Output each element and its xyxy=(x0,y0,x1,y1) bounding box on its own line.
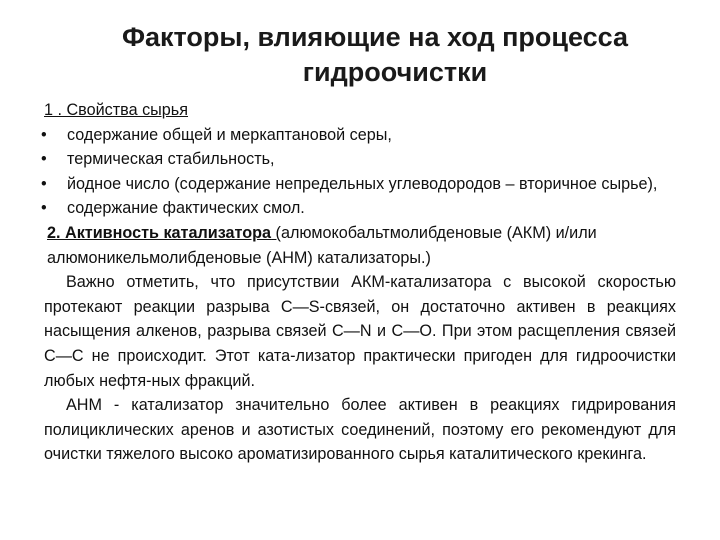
bullet-item: • содержание общей и меркаптановой серы, xyxy=(41,123,676,148)
section-2-text-part-2: алюмоникельмолибденовые (АНМ) катализаторы.) xyxy=(47,248,431,267)
bullet-item: • йодное число (содержание непредельных углеводородов – вторичное сырье), xyxy=(41,172,676,197)
section-1-heading: 1 . Свойства сырья xyxy=(44,101,189,119)
bullet-item: • содержание фактических смол. xyxy=(41,196,676,221)
section-2-heading: 2. Активность катализатора xyxy=(47,223,272,242)
slide-title-line-2: гидроочистки xyxy=(302,57,488,87)
paragraph-anm: АНМ - катализатор значительно более активен в реакциях гидрирования полициклических аренов и азотистых соединений, поэтому его рекомендуют для очистки тяжелого высоко ароматизированного сырья каталитического крекинга. xyxy=(44,396,676,464)
slide-title-line-1: Факторы, влияющие на ход процесса xyxy=(121,22,629,52)
section-1-bullet-list xyxy=(44,123,676,221)
paragraph-akm: Важно отметить, что присутствии АКМ-катализатора с высокой скоростью протекают реакции разрыва С—S-связей, он достаточно активен в реакциях насыщения алкенов, разрыва связей С—N и С—О. При этом расщепления связей С—С не происходит. Этот ката-лизатор практически пригоден для гидроочистки любых нефтя-ных фракций. xyxy=(44,273,676,390)
section-2-text-part-1: алюмокобальтмолибденовые (АКМ) и/или xyxy=(280,223,597,242)
section-2-open-paren: ( xyxy=(271,223,281,242)
bullet-item: • термическая стабильность, xyxy=(41,147,676,172)
section-2 xyxy=(44,221,676,270)
slide-content xyxy=(44,98,676,467)
slide-title xyxy=(0,20,720,90)
